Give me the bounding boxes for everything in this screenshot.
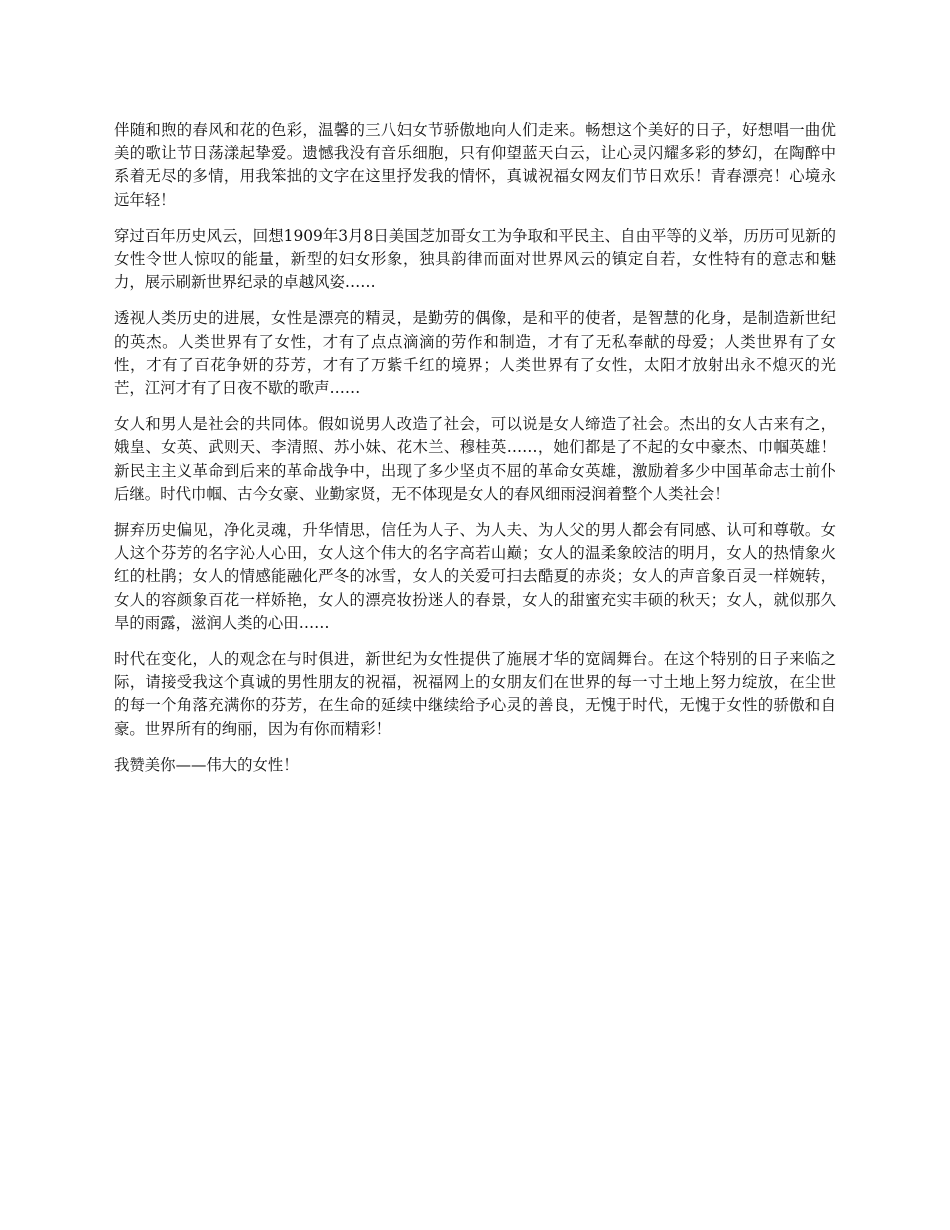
- paragraph-1: 伴随和煦的春风和花的色彩，温馨的三八妇女节骄傲地向人们走来。畅想这个美好的日子，好想唱一曲优美的歌让节日荡漾起挚爱。遗憾我没有音乐细胞，只有仰望蓝天白云，让心灵闪耀多彩的梦幻，在陶醉中系着无尽的多情，用我笨拙的文字在这里抒发我的情怀，真诚祝福女网友们节日欢乐！青春漂亮！心境永远年轻！: [114, 121, 836, 209]
- document-body: [114, 119, 836, 790]
- paragraph-3: 透视人类历史的进展，女性是漂亮的精灵，是勤劳的偶像，是和平的使者，是智慧的化身，是制造新世纪的英杰。人类世界有了女性，才有了点点滴滴的劳作和制造，才有了无私奉献的母爱；人类世界有了女性，才有了百花争妍的芬芳，才有了万紫千红的境界；人类世界有了女性，太阳才放射出永不熄灭的光芒，江河才有了日夜不歇的歌声……: [114, 309, 836, 398]
- paragraph-5: 摒弃历史偏见，净化灵魂，升华情思，信任为人子、为人夫、为人父的男人都会有同感、认可和尊敬。女人这个芬芳的名字沁人心田，女人这个伟大的名字高若山巅；女人的温柔象皎洁的明月，女人的热情象火红的杜鹃；女人的情感能融化严冬的冰雪，女人的关爱可扫去酷夏的赤炎；女人的声音象百灵一样婉转，女人的容颜象百花一样娇艳，女人的漂亮妆扮迷人的春景，女人的甜蜜充实丰硕的秋天；女人，就似那久旱的雨露，滋润人类的心田……: [114, 521, 836, 632]
- paragraph-7: 我赞美你——伟大的女性！: [114, 755, 299, 774]
- paragraph-6: 时代在变化，人的观念在与时俱进，新世纪为女性提供了施展才华的宽阔舞台。在这个特别的日子来临之际，请接受我这个真诚的男性朋友的祝福，祝福网上的女朋友们在世界的每一寸土地上努力绽放，在尘世的每一个角落充满你的芬芳，在生命的延续中继续给予心灵的善良，无愧于时代，无愧于女性的骄傲和自豪。世界所有的绚丽，因为有你而精彩！: [114, 650, 836, 738]
- paragraph-2: 穿过百年历史风云，回想1909年3月8日美国芝加哥女工为争取和平民主、自由平等的义举，历历可见新的女性令世人惊叹的能量，新型的妇女形象，独具韵律而面对世界风云的镇定自若，女性特有的意志和魅力，展示刷新世界纪录的卓越风姿……: [114, 226, 836, 292]
- paragraph-4: 女人和男人是社会的共同体。假如说男人改造了社会，可以说是女人缔造了社会。杰出的女人古来有之，娥皇、女英、武则天、李清照、苏小妹、花木兰、穆桂英……，她们都是了不起的女中豪杰、巾帼英雄！新民主主义革命到后来的革命战争中，出现了多少坚贞不屈的革命女英雄，激励着多少中国革命志士前仆后继。时代巾帼、古今女豪、业勤家贤，无不体现是女人的春风细雨浸润着整个人类社会！: [114, 415, 836, 503]
